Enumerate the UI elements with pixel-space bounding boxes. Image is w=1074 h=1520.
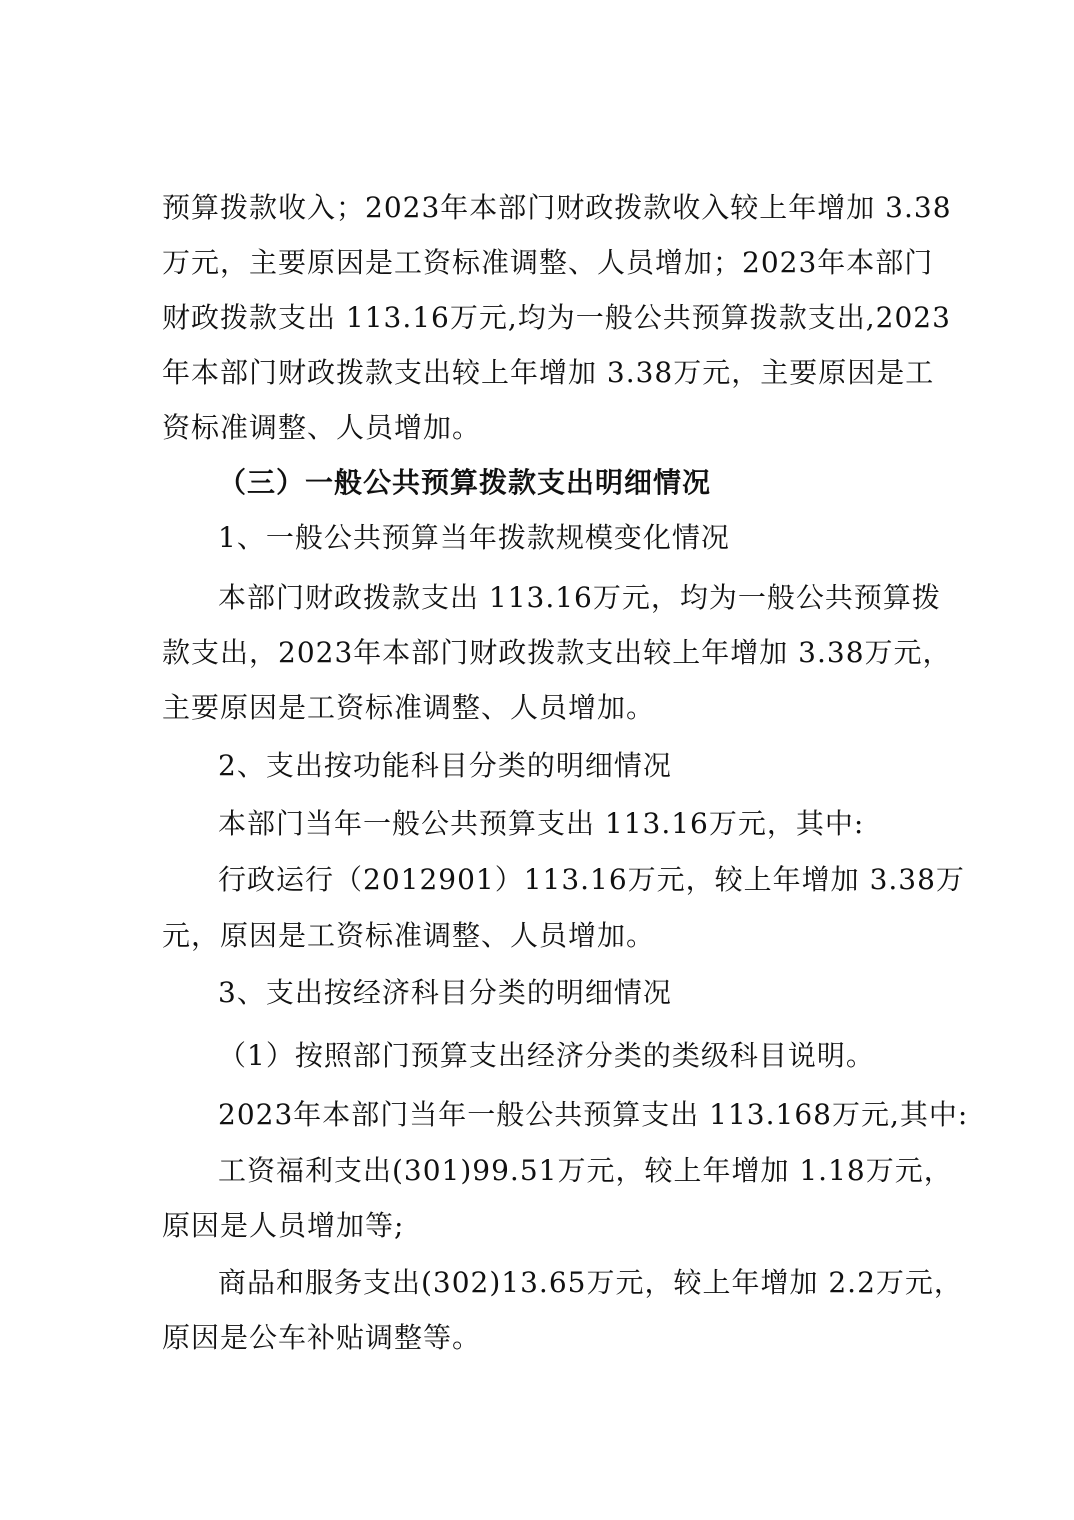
paragraph-line: 行政运行（2012901）113.16万元，较上年增加 3.38万 [218, 863, 965, 896]
paragraph-line: 财政拨款支出 113.16万元,均为一般公共预算拨款支出,2023 [162, 301, 951, 334]
paragraph-line: 工资福利支出(301)99.51万元，较上年增加 1.18万元， [218, 1154, 953, 1187]
paragraph-line: 预算拨款收入；2023年本部门财政拨款收入较上年增加 3.38 [162, 191, 952, 224]
paragraph-line: 主要原因是工资标准调整、人员增加。 [162, 691, 656, 724]
subsection-heading: 2、支出按功能科目分类的明细情况 [218, 749, 672, 782]
paragraph-line: 万元，主要原因是工资标准调整、人员增加；2023年本部门 [162, 246, 934, 279]
section-heading: （三）一般公共预算拨款支出明细情况 [218, 466, 712, 499]
paragraph-line: 资标准调整、人员增加。 [162, 411, 482, 444]
paragraph-line: 元，原因是工资标准调整、人员增加。 [162, 919, 656, 952]
paragraph-line: 款支出，2023年本部门财政拨款支出较上年增加 3.38万元， [162, 636, 952, 669]
subsection-heading: 3、支出按经济科目分类的明细情况 [218, 976, 672, 1009]
paragraph-line: 原因是人员增加等; [162, 1209, 405, 1242]
paragraph-line: （1）按照部门预算支出经济分类的类级科目说明。 [218, 1039, 875, 1072]
paragraph-line: 原因是公车补贴调整等。 [162, 1321, 482, 1354]
paragraph-line: 本部门财政拨款支出 113.16万元，均为一般公共预算拨 [218, 581, 941, 614]
paragraph-line: 2023年本部门当年一般公共预算支出 113.168万元,其中: [218, 1098, 969, 1131]
subsection-heading: 1、一般公共预算当年拨款规模变化情况 [218, 521, 730, 554]
paragraph-line: 商品和服务支出(302)13.65万元，较上年增加 2.2万元， [218, 1266, 963, 1299]
paragraph-line: 本部门当年一般公共预算支出 113.16万元，其中: [218, 807, 865, 840]
paragraph-line: 年本部门财政拨款支出较上年增加 3.38万元，主要原因是工 [162, 356, 935, 389]
